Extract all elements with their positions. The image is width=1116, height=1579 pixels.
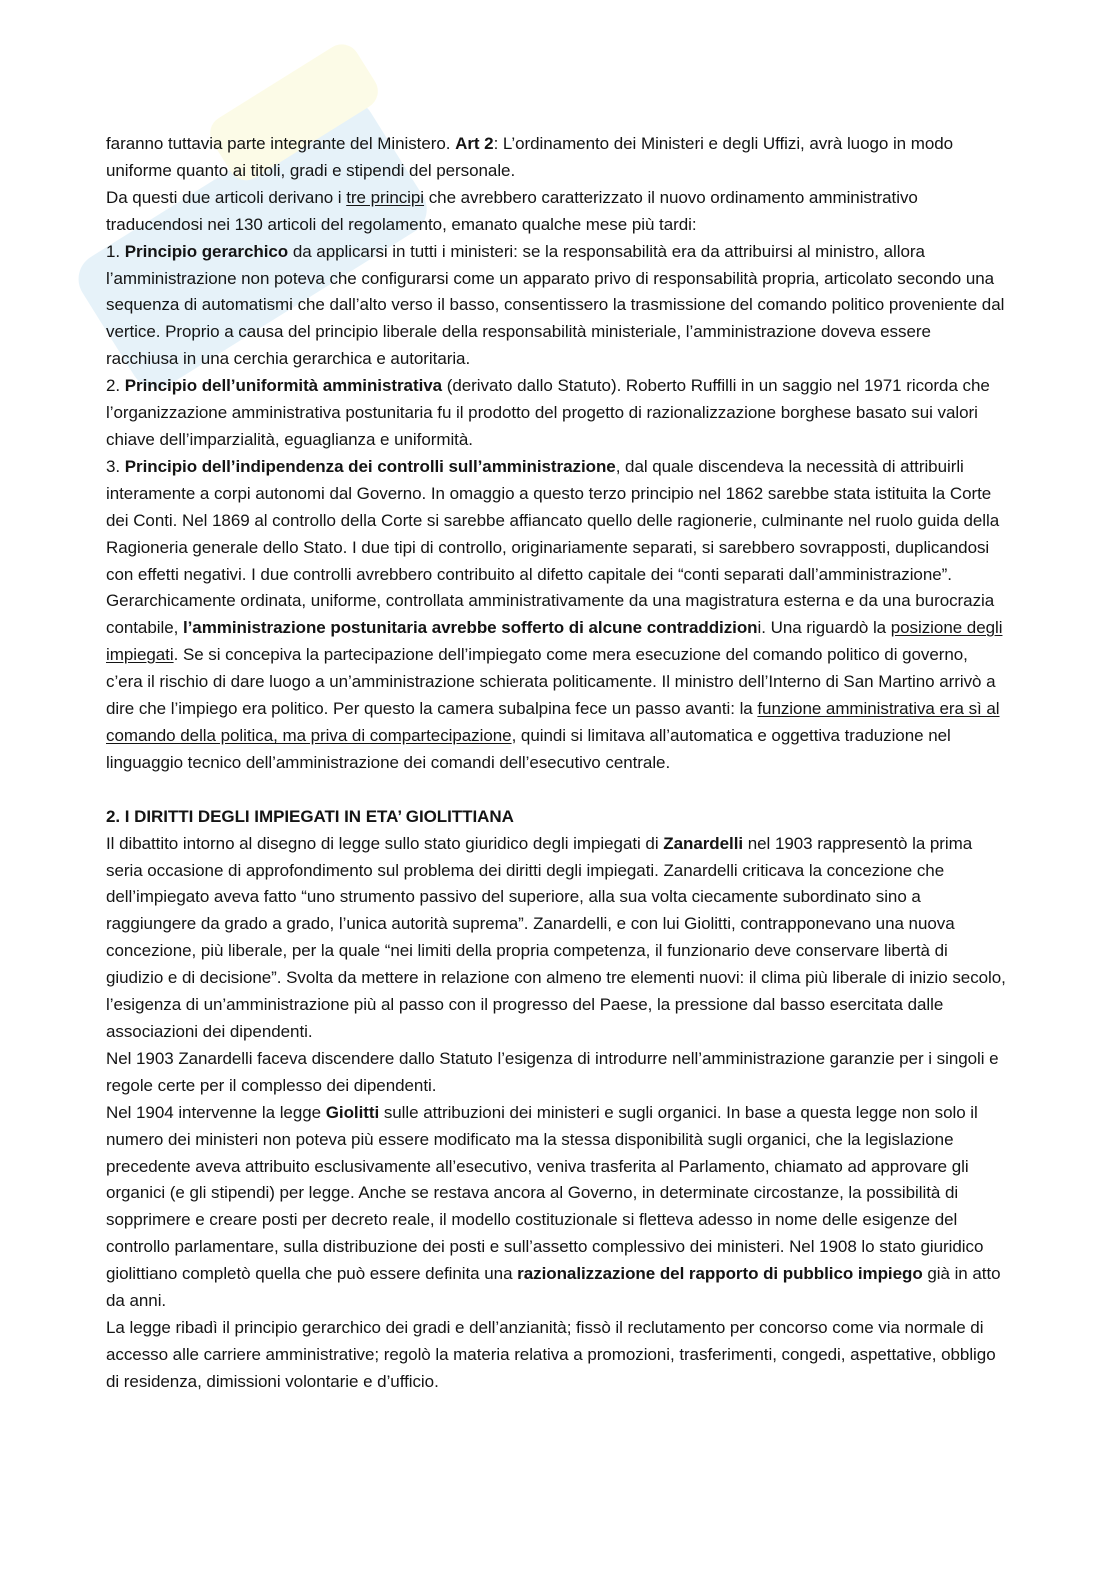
list-item-principle-3: 3. Principio dell’indipendenza dei controlli sull’amministrazione, dal quale discendeva la necessità di attribuirli interamente a corpi autonomi dal Governo. In omaggio a questo terzo principio nel 1862 sarebbe stata istituita la Corte dei Conti. Nel 1869 al controllo della Corte si sarebbe affiancato quello delle ragionerie, culminante nel ruolo guida della Ragioneria generale dello Stato. I due tipi di controllo, originariamente separati, si sarebbero sovrapposti, duplicandosi con effetti negativi. I due controlli avrebbero contribuito al difetto capitale dei “conti separati dall’amministrazione”. xyxy=(106,456,1000,584)
document-body xyxy=(106,131,1006,1396)
section-gap xyxy=(106,777,1006,804)
bold-term: Principio dell’indipendenza dei controlli sull’amministrazione xyxy=(124,456,616,476)
paragraph: La legge ribadì il principio gerarchico dei gradi e dell’anzianità; fissò il reclutamento per concorso come via normale di accesso alle carriere amministrative; regolò la materia relativa a promozioni, trasferimenti, congedi, aspettative, obbligo di residenza, dimissioni volontarie e d’ufficio. xyxy=(106,1317,996,1391)
bold-term: Zanardelli xyxy=(663,833,744,853)
paragraph: Nel 1903 Zanardelli faceva discendere dallo Statuto l’esigenza di introdurre nell’amministrazione garanzie per i singoli e regole certe per il complesso dei dipendenti. xyxy=(106,1048,999,1095)
bold-term: Principio gerarchico xyxy=(124,241,289,261)
list-item-principle-1: 1. Principio gerarchico da applicarsi in tutti i ministeri: se la responsabilità era da attribuirsi al ministro, allora l’amministrazione non poteva che configurarsi come un apparato privo di responsabilità propria, articolato secondo una sequenza di automatismi che dall’alto verso il basso, consentissero la trasmissione del comando politico proveniente dal vertice. Proprio a causa del principio liberale della responsabilità ministeriale, l’amministrazione doveva essere racchiusa in una cerchia gerarchica e autoritaria. xyxy=(106,241,1005,369)
underlined-phrase: funzione amministrativa era sì al comando della politica, ma priva di compartecipazione xyxy=(106,699,1000,745)
bold-term: Principio dell’uniformità amministrativa xyxy=(124,376,443,396)
underlined-phrase: posizione degli impiegati xyxy=(106,618,1003,665)
bold-term: Giolitti xyxy=(325,1102,380,1122)
paragraph: Nel 1904 intervenne la legge Giolitti sulle attribuzioni dei ministeri e sugli organici. In base a questa legge non solo il numero dei ministeri non poteva più essere modificato ma la stessa disponibilità sugli organici, che la legislazione precedente aveva attribuito esclusivamente all’esecutivo, veniva trasferita al Parlamento, chiamato ad approvare gli organici (e gli stipendi) per legge. Anche se restava ancora al Governo, in determinate circostanze, la possibilità di sopprimere e creare posti per decreto reale, il modello costituzionale si fletteva adesso in nome delle esigenze del controllo parlamentare, sulla distribuzione dei posti e sull’assetto complessivo dei ministeri. Nel 1908 lo stato giuridico giolittiano completò quella che può essere definita una razionalizzazione del rapporto di pubblico impiego già in atto da anni. xyxy=(106,1102,1001,1311)
underlined-phrase: tre principi xyxy=(346,187,425,207)
paragraph: Da questi due articoli derivano i tre principi che avrebbero caratterizzato il nuovo ordinamento amministrativo traducendosi nei 130 articoli del regolamento, emanato qualche mese più tardi: xyxy=(106,187,918,234)
list-item-principle-2: 2. Principio dell’uniformità amministrativa (derivato dallo Statuto). Roberto Ruffilli in un saggio nel 1971 ricorda che l’organizzazione amministrativa postunitaria fu il prodotto del progetto di razionalizzazione borghese basato sui valori chiave dell’imparzialità, eguaglianza e uniformità. xyxy=(106,376,990,449)
section-heading: 2. I DIRITTI DEGLI IMPIEGATI IN ETA’ GIOLITTIANA xyxy=(106,806,514,826)
paragraph: Gerarchicamente ordinata, uniforme, controllata amministrativamente da una magistratura esterna e da una burocrazia contabile, l’amministrazione postunitaria avrebbe sofferto di alcune contraddizioni. Una riguardò la posizione degli impiegati. Se si concepiva la partecipazione dell’impiegato come mera esecuzione del comando politico di governo, c’era il rischio di dare luogo a un’amministrazione schierata politicamente. Il ministro dell’Interno di San Martino arrivò a dire che l’impiego era politico. Per questo la camera subalpina fece un passo avanti: la funzione amministrativa era sì al comando della politica, ma priva di compartecipazione, quindi si limitava all’automatica e oggettiva traduzione nel linguaggio tecnico dell’amministrazione dei comandi dell’esecutivo centrale. xyxy=(106,591,1003,772)
bold-phrase: razionalizzazione del rapporto di pubblico impiego xyxy=(517,1264,923,1284)
bold-term: Art 2 xyxy=(455,134,494,153)
bold-phrase: l’amministrazione postunitaria avrebbe sofferto di alcune contraddizion xyxy=(182,618,758,638)
paragraph: Il dibattito intorno al disegno di legge sullo stato giuridico degli impiegati di Zanardelli nel 1903 rappresentò la prima seria occasione di approfondimento sul problema dei diritti degli impiegati. Zanardelli criticava la concezione che dell’impiegato aveva fatto “uno strumento passivo del superiore, alla sua volta ciecamente subordinato sino a raggiungere da grado a grado, l’unica autorità suprema”. Zanardelli, e con lui Giolitti, contrapponevano una nuova concezione, più liberale, per la quale “nei limiti della propria competenza, il funzionario deve conservare libertà di giudizio e di decisione”. Svolta da mettere in relazione con almeno tre elementi nuovi: il clima più liberale di inizio secolo, l’esigenza di un’amministrazione più al passo con il progresso del Paese, la pressione dal basso esercitata dalle associazioni dei dipendenti. xyxy=(106,833,1006,1041)
paragraph: faranno tuttavia parte integrante del Ministero. Art 2: L’ordinamento dei Ministeri e degli Uffizi, avrà luogo in modo uniforme quanto ai titoli, gradi e stipendi del personale. xyxy=(106,134,954,180)
